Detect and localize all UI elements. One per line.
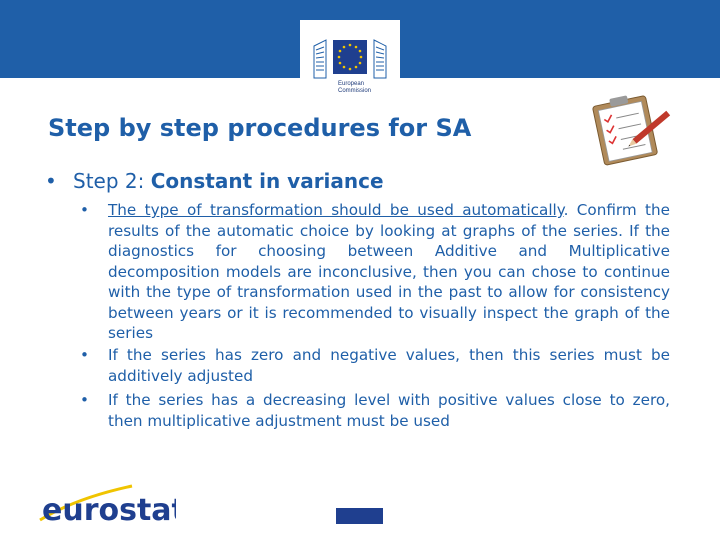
step-emphasis: Constant in variance [150,169,384,193]
step-heading [45,169,384,193]
sub-bullet: • [80,391,89,409]
list-item [80,390,670,431]
list-item [80,345,670,386]
list-item-rest: . Confirm the results of the automatic choice by looking at graphs of the series. If the diagnostics for choosing between Additive and Multiplicative decomposition models are inconclusive, then you can chose to continue with the type of transformation used in the past to allow for consistency between years or it is recommended to visually inspect the graph of the series [108,201,670,342]
underlined-text: The type of transformation should be used automatically [108,201,564,219]
ec-logo-line-1: European [338,81,365,87]
step-bullet: • [45,169,57,193]
clipboard-checklist-icon [582,88,682,172]
sub-bullet: • [80,201,89,219]
step-prefix: Step 2: [73,169,151,193]
list-item-text: If the series has zero and negative values, then this series must be additively adjusted [108,346,670,385]
eurostat-logo [36,480,176,539]
ec-logo-line-2: Commission [338,88,372,94]
page-title: Step by step procedures for SA [48,114,472,142]
european-commission-logo [300,20,400,100]
page-number-box [336,508,383,524]
eurostat-logo-text: eurostat [42,493,176,528]
sub-bullet: • [80,346,89,364]
list-item-text: If the series has a decreasing level with positive values close to zero, then multiplicative adjustment must be used [108,391,670,430]
list-item [80,200,670,344]
list-item-text [108,200,670,344]
ec-logo-text [338,81,394,95]
